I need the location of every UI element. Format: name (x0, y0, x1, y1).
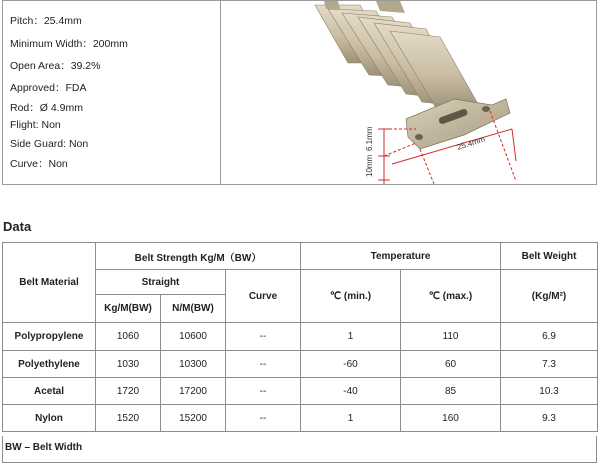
header-nm: N/M(BW) (161, 295, 226, 323)
spec-curve: Curve：Non (10, 158, 68, 170)
cell-tmin: -40 (301, 378, 401, 405)
cell-kgm: 1060 (96, 323, 161, 351)
spec-side-guard: Side Guard: Non (10, 138, 89, 150)
cell-weight: 9.3 (501, 405, 598, 432)
cell-curve: -- (226, 405, 301, 432)
spec-open-area: Open Area：39.2% (10, 60, 101, 72)
cell-tmin: 1 (301, 405, 401, 432)
cell-weight: 7.3 (501, 351, 598, 378)
header-weight-unit: (Kg/M²) (501, 270, 598, 323)
cell-tmax: 160 (401, 405, 501, 432)
spec-approved: Approved：FDA (10, 82, 87, 94)
belt-fins (315, 1, 482, 111)
spec-rod: Rod：Ø 4.9mm (10, 102, 83, 114)
table-row (3, 378, 598, 405)
header-weight: Belt Weight (501, 243, 598, 270)
cell-kgm: 1720 (96, 378, 161, 405)
spec-flight: Flight: Non (10, 119, 61, 131)
cell-curve: -- (226, 351, 301, 378)
cell-nm: 17200 (161, 378, 226, 405)
spec-min-width: Minimum Width：200mm (10, 38, 128, 50)
header-material: Belt Material (3, 243, 96, 323)
cell-curve: -- (226, 323, 301, 351)
header-strength: Belt Strength Kg/M（BW） (96, 243, 301, 270)
cell-tmax: 60 (401, 351, 501, 378)
cell-material: Nylon (3, 405, 96, 432)
table-row (3, 351, 598, 378)
cell-weight: 6.9 (501, 323, 598, 351)
belt-module-figure (220, 1, 596, 184)
belt-hinge (406, 99, 510, 149)
header-straight: Straight (96, 270, 226, 295)
header-temp-min: ℃ (min.) (301, 270, 401, 323)
table-row (3, 323, 598, 351)
cell-kgm: 1520 (96, 405, 161, 432)
spec-pitch: Pitch：25.4mm (10, 15, 82, 27)
cell-nm: 10600 (161, 323, 226, 351)
cell-nm: 10300 (161, 351, 226, 378)
header-temp-max: ℃ (max.) (401, 270, 501, 323)
spec-panel (2, 0, 597, 185)
cell-weight: 10.3 (501, 378, 598, 405)
cell-kgm: 1030 (96, 351, 161, 378)
header-temperature: Temperature (301, 243, 501, 270)
cell-tmin: 1 (301, 323, 401, 351)
cell-nm: 15200 (161, 405, 226, 432)
cell-tmax: 85 (401, 378, 501, 405)
dim-height-label: 6.1mm (365, 126, 374, 151)
spec-list (3, 1, 221, 184)
footnote: BW – Belt Width (2, 436, 597, 463)
cell-tmax: 110 (401, 323, 501, 351)
cell-material: Polyethylene (3, 351, 96, 378)
header-curve: Curve (226, 270, 301, 323)
cell-tmin: -60 (301, 351, 401, 378)
header-kgm: Kg/M(BW) (96, 295, 161, 323)
cell-material: Acetal (3, 378, 96, 405)
dim-thickness-label: 10mm (365, 154, 374, 177)
cell-curve: -- (226, 378, 301, 405)
belt-module-drawing (220, 1, 596, 184)
dim-pitch-label: 25.4mm (455, 134, 487, 152)
cell-material: Polypropylene (3, 323, 96, 351)
section-title: Data (3, 219, 32, 234)
belt-data-table (2, 242, 598, 432)
table-row (3, 405, 598, 432)
